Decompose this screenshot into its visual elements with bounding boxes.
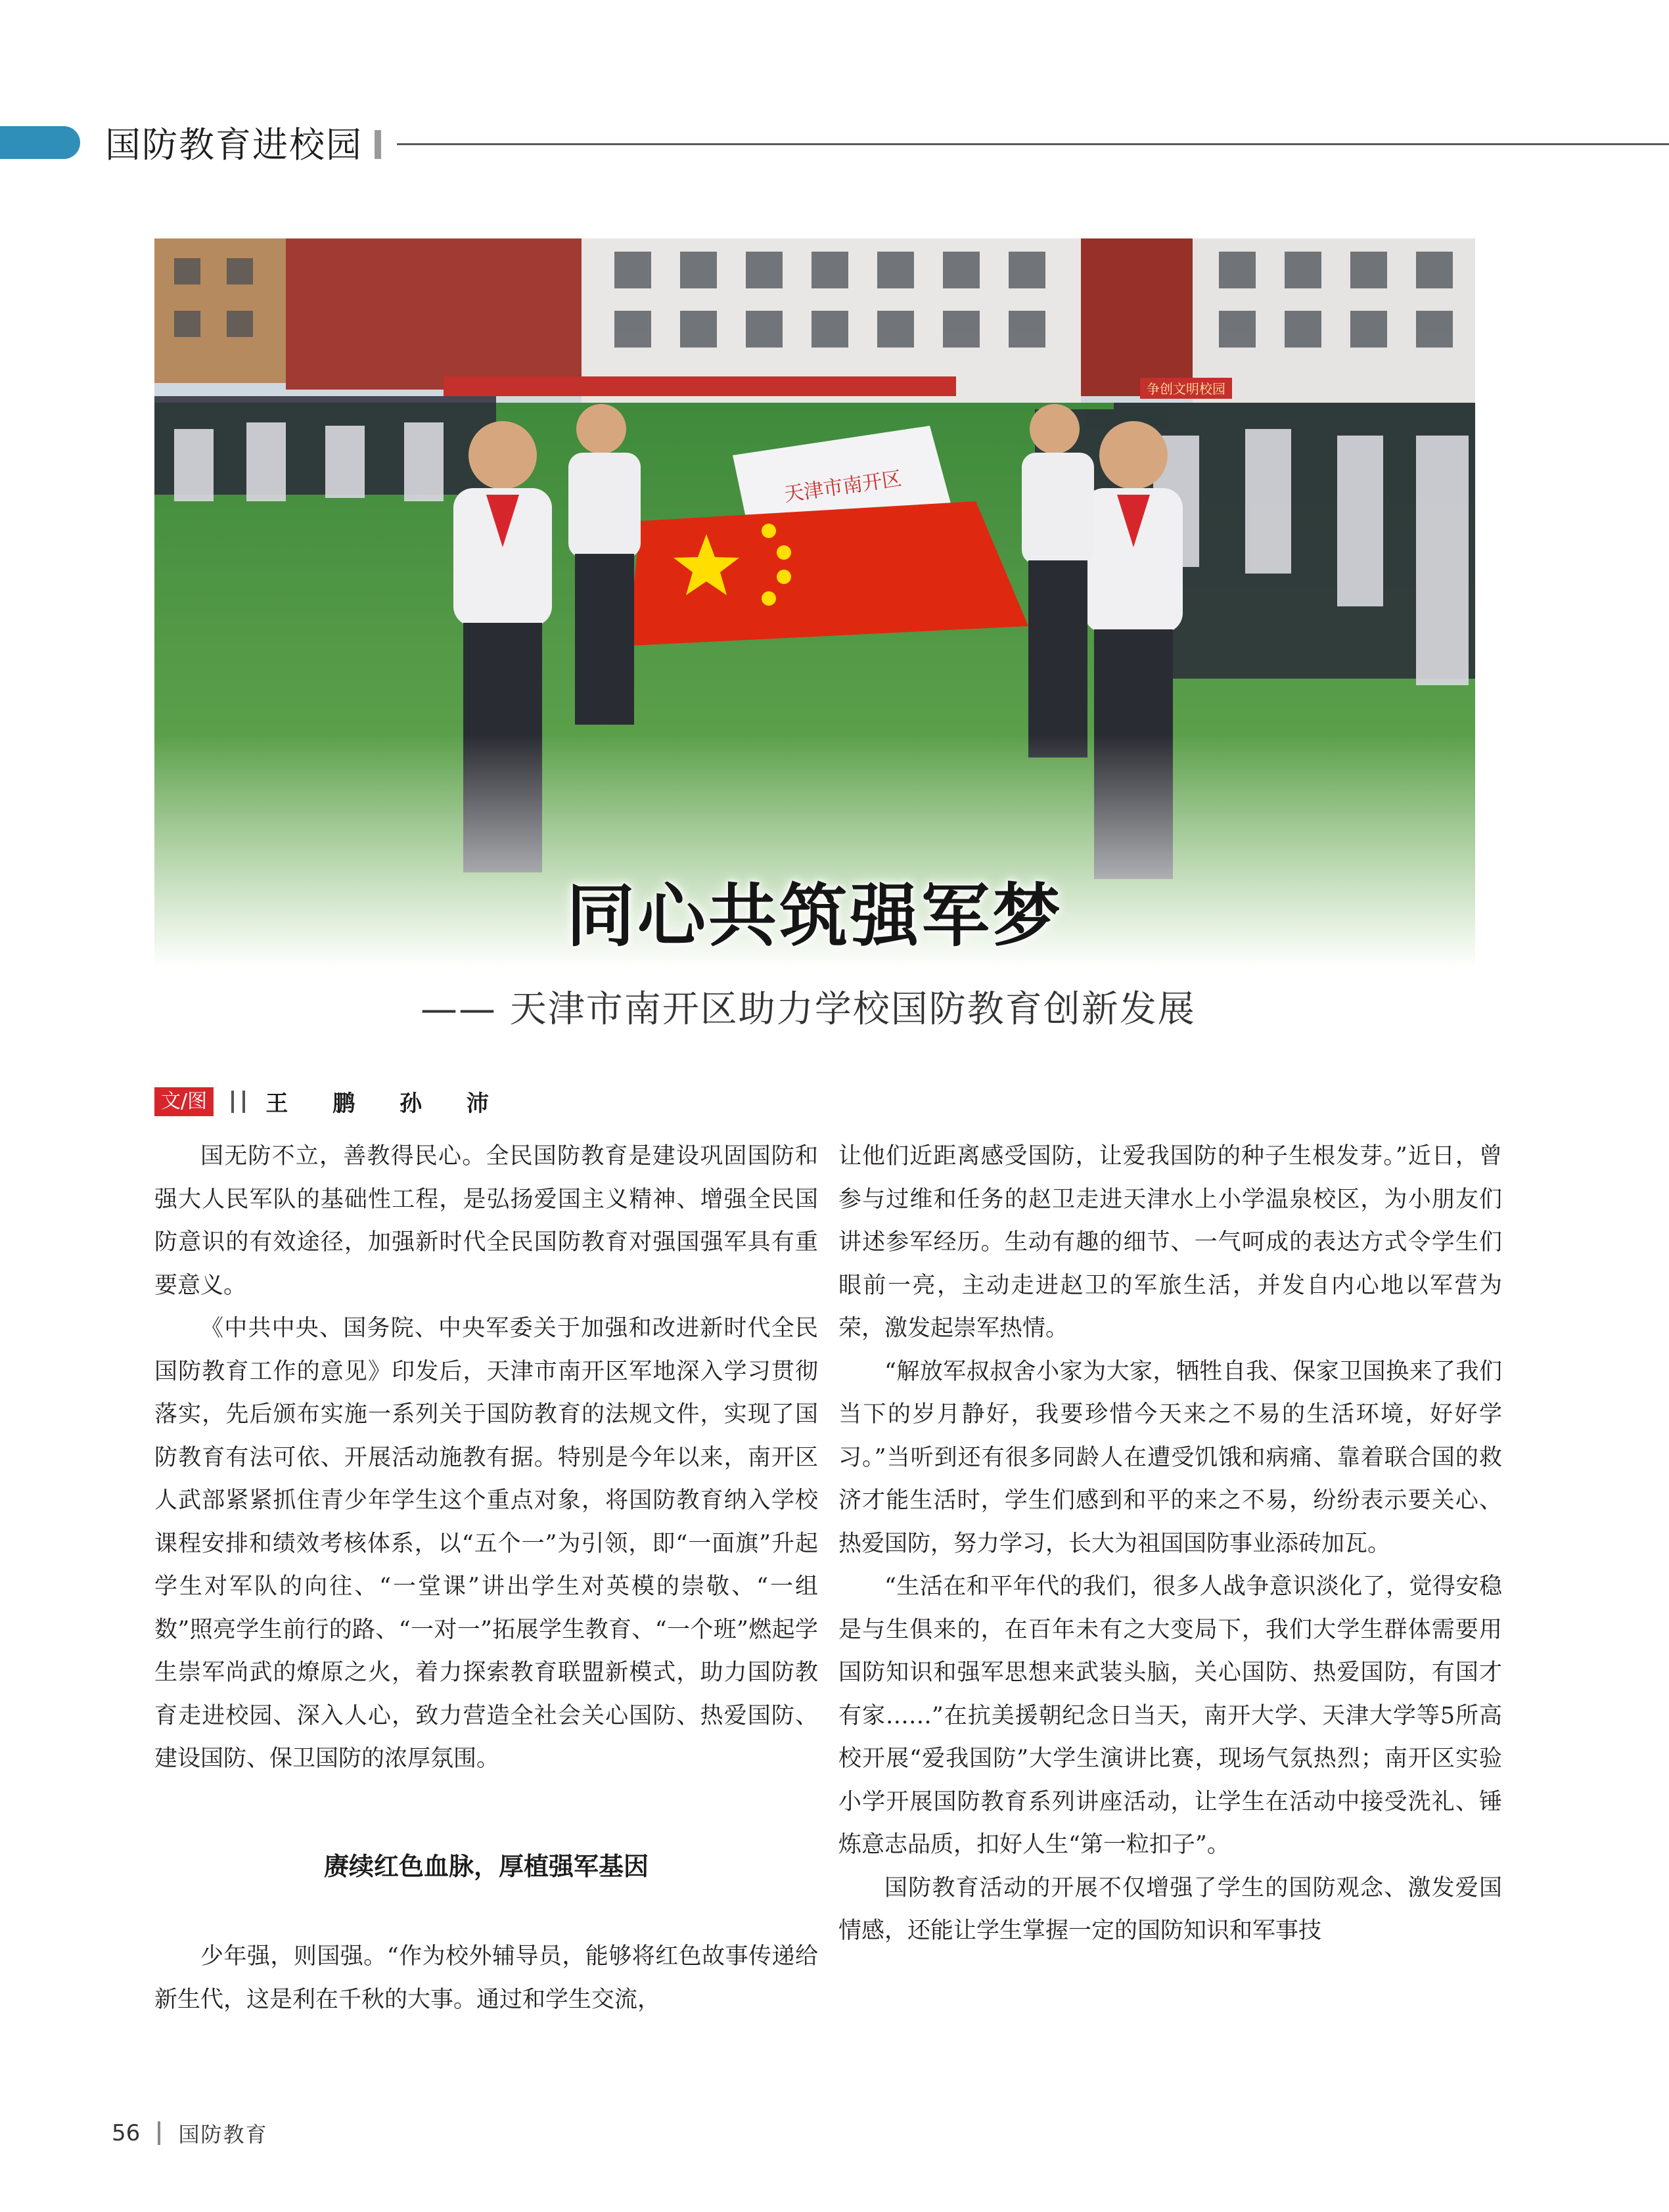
page-footer bbox=[112, 2118, 267, 2147]
magazine-name: 国防教育 bbox=[178, 2122, 268, 2147]
article-title: 同心共筑强军梦 bbox=[566, 876, 1063, 956]
byline-authors: 王 鹏 孙 沛 bbox=[265, 1091, 507, 1117]
section-header bbox=[0, 122, 1669, 168]
paragraph: 国无防不立，善教得民心。全民国防教育是建设巩固国防和强大人民军队的基础性工程，是弘扬爱国主义精神、增强全民国防意识的有效途径，加强新时代全民国防教育对强国强军具有重要意义。 bbox=[154, 1143, 818, 1299]
hero-photo bbox=[154, 238, 1475, 968]
byline bbox=[154, 1085, 507, 1116]
paragraph: 少年强，则国强。“作为校外辅导员，能够将红色故事传递给新生代，这是利在千秋的大事。通过和学生交流， bbox=[154, 1943, 818, 2013]
page-number: 56 bbox=[112, 2120, 141, 2146]
footer-divider bbox=[158, 2121, 160, 2145]
paragraph: “生活在和平年代的我们，很多人战争意识淡化了，觉得安稳是与生俱来的，在百年未有之大变局下，我们大学生群体需要用国防知识和强军思想来武装头脑，关心国防、热爱国防，有国才有家……”在抗美援朝纪念日当天，南开大学、天津大学等5所高校开展“爱我国防”大学生演讲比赛，现场气氛热烈；南开区实验小学开展国防教育系列讲座活动，让学生在活动中接受洗礼、锤炼意志品质，扣好人生“第一粒扣子”。 bbox=[838, 1573, 1502, 1858]
paragraph: “解放军叔叔舍小家为大家，牺牲自我、保家卫国换来了我们当下的岁月静好，我要珍惜今天来之不易的生活环境，好好学习。”当听到还有很多同龄人在遭受饥饿和病痛、靠着联合国的救济才能生活时，学生们感到和平的来之不易，纷纷表示要关心、热爱国防，努力学习，长大为祖国国防事业添砖加瓦。 bbox=[838, 1358, 1502, 1557]
byline-divider bbox=[242, 1091, 245, 1113]
article-subtitle: —— 天津市南开区助力学校国防教育创新发展 bbox=[421, 988, 1196, 1031]
left-column bbox=[154, 1135, 818, 2021]
right-column bbox=[838, 1135, 1502, 1953]
byline-divider bbox=[231, 1091, 234, 1113]
section-tab-marker bbox=[0, 126, 80, 159]
byline-tag: 文/图 bbox=[154, 1087, 214, 1116]
section-divider-bar bbox=[375, 130, 381, 159]
section-heading: 赓续红色血脉，厚植强军基因 bbox=[323, 1851, 649, 1881]
paragraph: 《中共中央、国务院、中央军委关于加强和改进新时代全民国防教育工作的意见》印发后，天津市南开区军地深入学习贯彻落实，先后颁布实施一系列关于国防教育的法规文件，实现了国防教育有法可依、开展活动施教有据。特别是今年以来，南开区人武部紧紧抓住青少年学生这个重点对象，将国防教育纳入学校课程安排和绩效考核体系，以“五个一”为引领，即“一面旗”升起学生对军队的向往、“一堂课”讲出学生对英模的崇敬、“一组数”照亮学生前行的路、“一对一”拓展学生教育、“一个班”燃起学生崇军尚武的燎原之火，着力探索教育联盟新模式，助力国防教育走进校园、深入人心，致力营造全社会关心国防、热爱国防、建设国防、保卫国防的浓厚氛围。 bbox=[154, 1315, 818, 1772]
paragraph: 让他们近距离感受国防，让爱我国防的种子生根发芽。”近日，曾参与过维和任务的赵卫走进天津水上小学温泉校区，为小朋友们讲述参军经历。生动有趣的细节、一气呵成的表达方式令学生们眼前一亮，主动走进赵卫的军旅生活，并发自内心地以军营为荣，激发起崇军热情。 bbox=[838, 1143, 1502, 1342]
paragraph: 国防教育活动的开展不仅增强了学生的国防观念、激发爱国情感，还能让学生掌握一定的国防知识和军事技 bbox=[838, 1874, 1502, 1944]
photo-illustration bbox=[154, 238, 1475, 968]
section-rule bbox=[397, 143, 1669, 145]
section-title: 国防教育进校园 bbox=[105, 124, 363, 166]
